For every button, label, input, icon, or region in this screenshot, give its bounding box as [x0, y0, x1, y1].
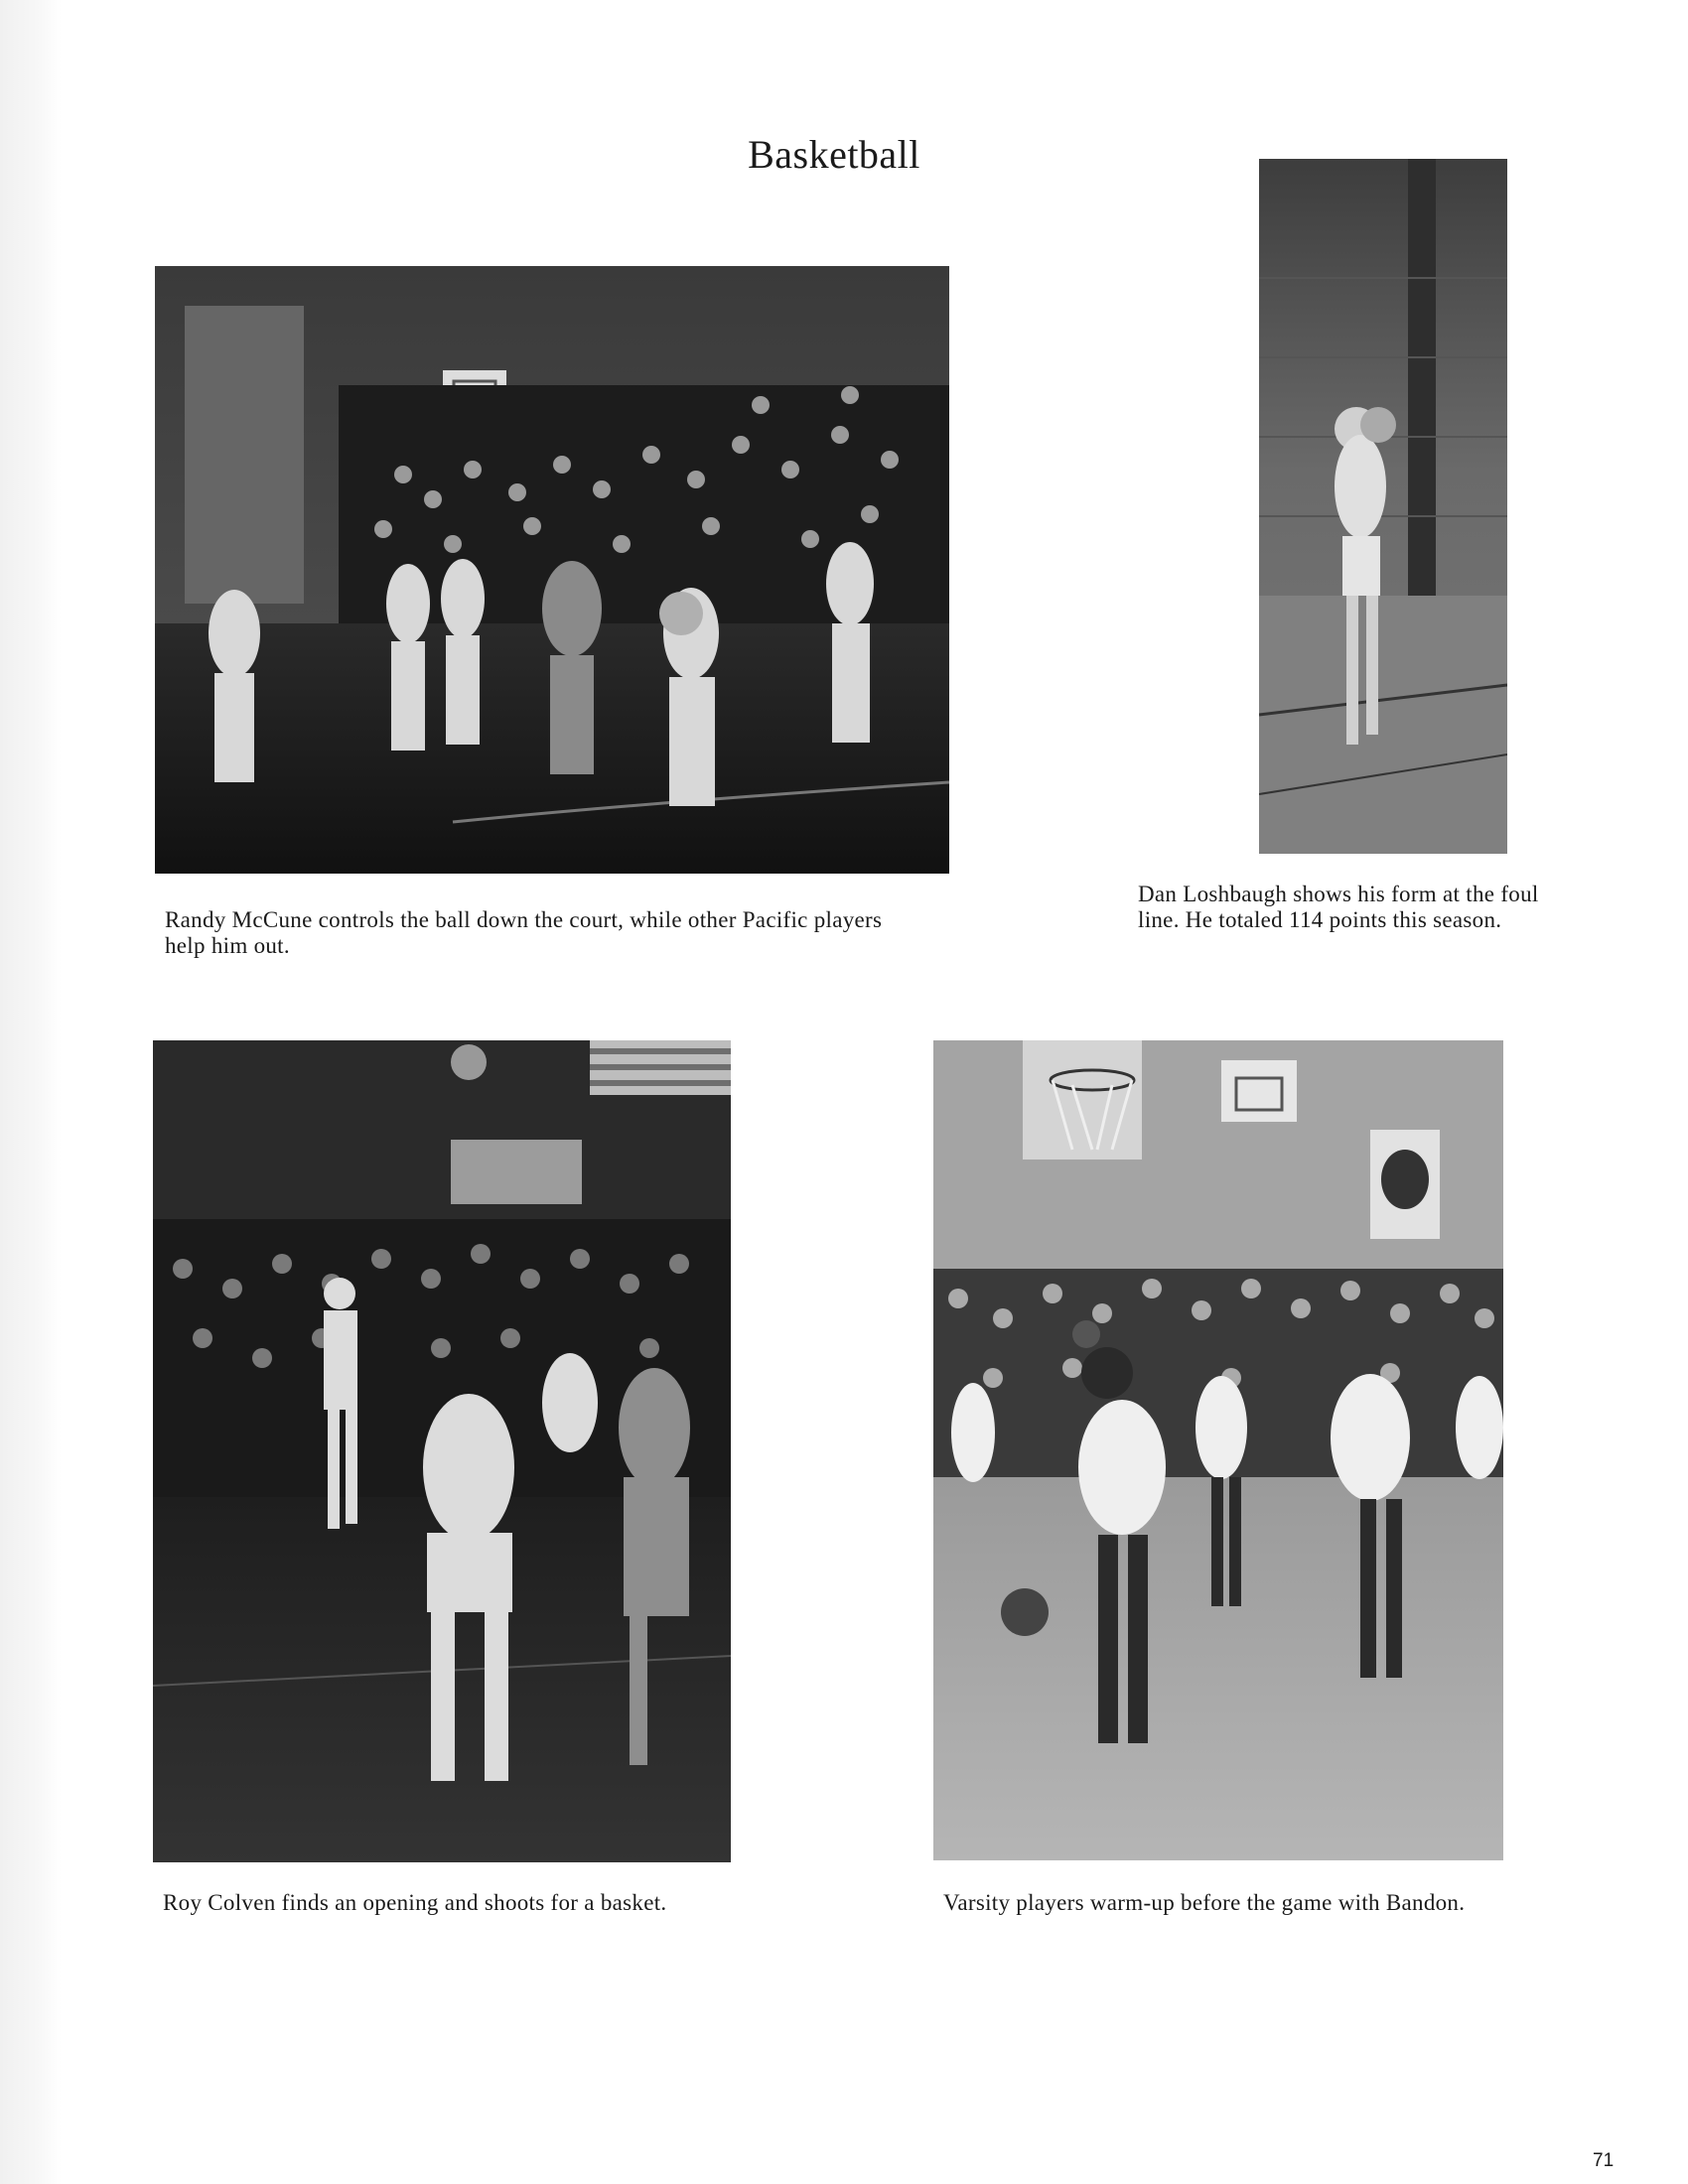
- photo-loshbaugh-foul-line: [1259, 159, 1507, 854]
- photo-colven-shot: [153, 1040, 731, 1862]
- caption-warmup: Varsity players warm-up before the game with Bandon.: [943, 1890, 1466, 1915]
- caption-colven: Roy Colven finds an opening and shoots for a basket.: [163, 1890, 667, 1915]
- photo-varsity-warmup: [933, 1040, 1503, 1860]
- caption-mccune: Randy McCune controls the ball down the court, while other Pacific players help him out.: [165, 907, 883, 958]
- caption-loshbaugh: Dan Loshbaugh shows his form at the foul line. He totaled 114 points this season.: [1138, 882, 1539, 932]
- page-number: 71: [1593, 2150, 1615, 2171]
- page-edge-shadow: [0, 0, 62, 2184]
- photo-mccune-ball: [155, 266, 949, 874]
- page-title: Basketball: [748, 132, 920, 177]
